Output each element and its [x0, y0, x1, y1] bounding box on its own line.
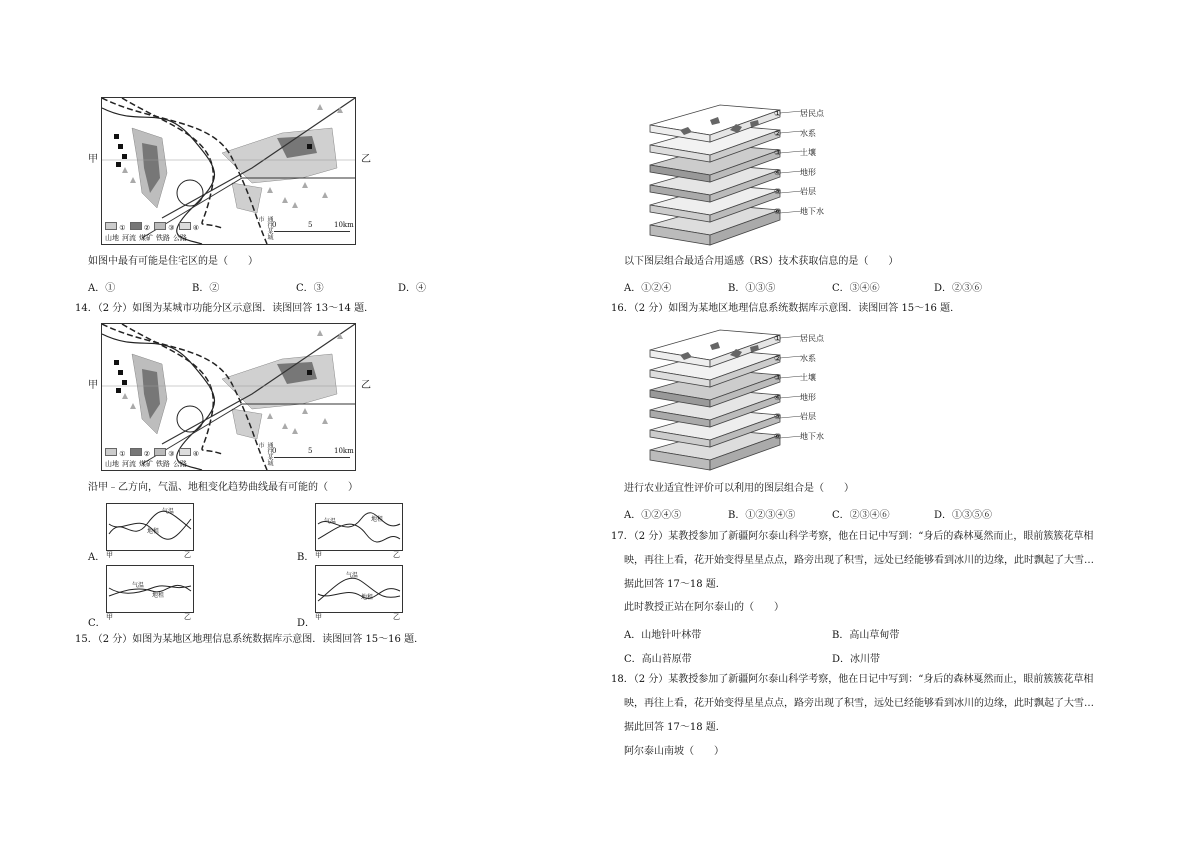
q15-question: 以下图层组合最适合用遥感（RS）技术获取信息的是（ ）: [624, 256, 899, 267]
curve-a-rent-label: 地租: [147, 528, 160, 535]
layer-list-1: [774, 104, 824, 221]
layer-2-water: ② 水系: [774, 128, 816, 138]
q14-stem: 14．（2 分）如图为某城市功能分区示意图．读图回答 13～14 题．: [75, 303, 375, 314]
q18-stem-line-2: 映，再往上看，花开始变得星星点点，路旁出现了积雪，远处已经能够看到冰川的边缘，此时飘起了大雪…: [624, 698, 1094, 709]
city-map-2: [101, 323, 356, 471]
curve-a-label: A．: [88, 552, 106, 563]
legend-road: 公路: [173, 460, 187, 468]
map-1-scale: [272, 221, 354, 232]
layer-4-terrain: ④ 地形: [774, 167, 816, 177]
scale-5: 5: [308, 221, 313, 229]
map-2-legend-lines: [105, 459, 187, 469]
legend-item-1: ①: [105, 448, 126, 458]
q18-stem-line-3: 据此回答 17～18 题．: [624, 722, 726, 733]
legend-item-4: ④: [179, 448, 200, 458]
layer-6-groundwater: ⑥ 地下水: [774, 206, 824, 216]
q17-stem-line-2: 映，再往上看，花开始变得星星点点，路旁出现了积雪，远处已经能够看到冰川的边缘，此时飘起了大雪…: [624, 555, 1094, 566]
q16-option-a: A．①②④⑤: [624, 510, 682, 521]
road-label: 通往某城市: [257, 216, 273, 240]
legend-river: 河流: [122, 234, 136, 242]
curve-a-x-start: 甲: [106, 551, 113, 559]
curve-option-c: [106, 565, 194, 613]
curve-b-graphic: [316, 504, 402, 550]
curve-b-x-start: 甲: [315, 551, 322, 559]
legend-item-2: ②: [130, 448, 151, 458]
layer-6-groundwater: ⑥ 地下水: [774, 431, 824, 441]
q17-option-b: B．高山草甸带: [832, 630, 900, 641]
map-2-west-label: 甲: [88, 380, 98, 391]
curve-c-graphic: [107, 566, 193, 612]
curve-a-x-end: 乙: [184, 551, 191, 559]
q17-option-c: C．高山苔原带: [624, 654, 692, 665]
legend-railway: 铁路: [156, 234, 170, 242]
legend-coal: 煤矿: [139, 460, 153, 468]
scale-5: 5: [308, 447, 313, 455]
curve-c-temp-label: 气温: [132, 582, 145, 589]
q14-question: 沿甲﹣乙方向，气温、地租变化趋势曲线最有可能的（ ）: [88, 482, 358, 493]
curve-d-x-start: 甲: [315, 613, 322, 621]
curve-a-temp-label: 气温: [162, 508, 175, 515]
legend-road: 公路: [173, 234, 187, 242]
curve-b-x-end: 乙: [393, 551, 400, 559]
curve-b-label: B．: [297, 552, 315, 563]
map-1-legend: [105, 222, 199, 232]
legend-item-1: ①: [105, 222, 126, 232]
q13-option-c: C．③: [296, 283, 324, 294]
q15-option-b: B．①③⑤: [728, 283, 776, 294]
q16-question: 进行农业适宜性评价可以利用的图层组合是（ ）: [624, 483, 854, 494]
layer-list-2: [774, 329, 824, 446]
legend-coal: 煤矿: [139, 234, 153, 242]
q15-option-d: D．②③⑥: [934, 283, 983, 294]
q13-option-d: D．④: [398, 283, 427, 294]
curve-option-d: [315, 565, 403, 613]
curve-d-label: D．: [297, 618, 316, 629]
legend-mountain: 山地: [105, 234, 119, 242]
curve-c-x-end: 乙: [184, 613, 191, 621]
map-2-legend: [105, 448, 199, 458]
q18-question: 阿尔泰山南坡（ ）: [624, 746, 724, 757]
legend-item-2: ②: [130, 222, 151, 232]
q17-stem-line-3: 据此回答 17～18 题．: [624, 579, 726, 590]
q16-option-b: B．①②③④⑤: [728, 510, 796, 521]
q15-option-c: C．③④⑥: [832, 283, 880, 294]
map-2-scale: [272, 447, 354, 458]
layer-3-soil: ③ 土壤: [774, 373, 816, 382]
q17-stem-line-1: 17．（2 分）某教授参加了新疆阿尔泰山科学考察，他在日记中写到：“身后的森林戛然而止，眼前簇簇花草相: [611, 531, 1094, 542]
layer-1-residential: ① 居民点: [774, 334, 824, 343]
scale-0: 0: [272, 221, 277, 229]
curve-d-x-end: 乙: [393, 613, 400, 621]
q15-stem: 15．（2 分）如图为某地区地理信息系统数据库示意图．读图回答 15～16 题．: [75, 634, 425, 645]
legend-railway: 铁路: [156, 460, 170, 468]
layer-5-rock: ⑤ 岩层: [774, 187, 816, 196]
q16-stem: 16．（2 分）如图为某地区地理信息系统数据库示意图．读图回答 15～16 题．: [611, 303, 961, 314]
curve-c-x-start: 甲: [106, 613, 113, 621]
q18-stem-line-1: 18．（2 分）某教授参加了新疆阿尔泰山科学考察，他在日记中写到：“身后的森林戛然而止，眼前簇簇花草相: [611, 674, 1094, 685]
q15-option-a: A．①②④: [624, 283, 672, 294]
curve-d-temp-label: 气温: [346, 572, 359, 579]
legend-item-3: ③: [154, 448, 175, 458]
q16-option-c: C．②③④⑥: [832, 510, 890, 521]
q16-option-d: D．①③⑤⑥: [934, 510, 993, 521]
layer-2-water: ② 水系: [774, 353, 816, 363]
map-1-legend-lines: [105, 233, 187, 243]
q13-option-a: A．①: [88, 283, 116, 294]
road-label: 通往某城市: [257, 442, 273, 466]
curve-option-b: [315, 503, 403, 551]
curve-c-label: C．: [88, 618, 106, 629]
scale-0: 0: [272, 447, 277, 455]
map-1-west-label: 甲: [88, 154, 98, 165]
city-map-1: [101, 97, 356, 245]
layer-1-residential: ① 居民点: [774, 109, 824, 118]
curve-b-temp-label: 气温: [324, 518, 337, 525]
q17-question: 此时教授正站在阿尔泰山的（ ）: [624, 602, 784, 613]
gis-layer-diagram-1: [640, 100, 850, 250]
layer-4-terrain: ④ 地形: [774, 392, 816, 402]
legend-mountain: 山地: [105, 460, 119, 468]
q13-stem: 如图中最有可能是住宅区的是（ ）: [88, 256, 258, 267]
legend-item-4: ④: [179, 222, 200, 232]
curve-option-a: [106, 503, 194, 551]
curve-b-rent-label: 地租: [371, 516, 384, 523]
curve-c-rent-label: 地租: [152, 592, 165, 599]
legend-river: 河流: [122, 460, 136, 468]
layer-5-rock: ⑤ 岩层: [774, 412, 816, 421]
gis-layer-diagram-2: [640, 325, 850, 475]
q17-option-d: D．冰川带: [832, 654, 881, 665]
layer-3-soil: ③ 土壤: [774, 148, 816, 157]
scale-10: 10km: [334, 221, 354, 229]
map-1-east-label: 乙: [361, 154, 371, 165]
curve-d-rent-label: 地租: [361, 594, 374, 601]
map-2-east-label: 乙: [361, 380, 371, 391]
legend-item-3: ③: [154, 222, 175, 232]
curve-d-graphic: [316, 566, 402, 612]
q17-option-a: A．山地针叶林带: [624, 630, 702, 641]
scale-10: 10km: [334, 447, 354, 455]
q13-option-b: B．②: [192, 283, 220, 294]
